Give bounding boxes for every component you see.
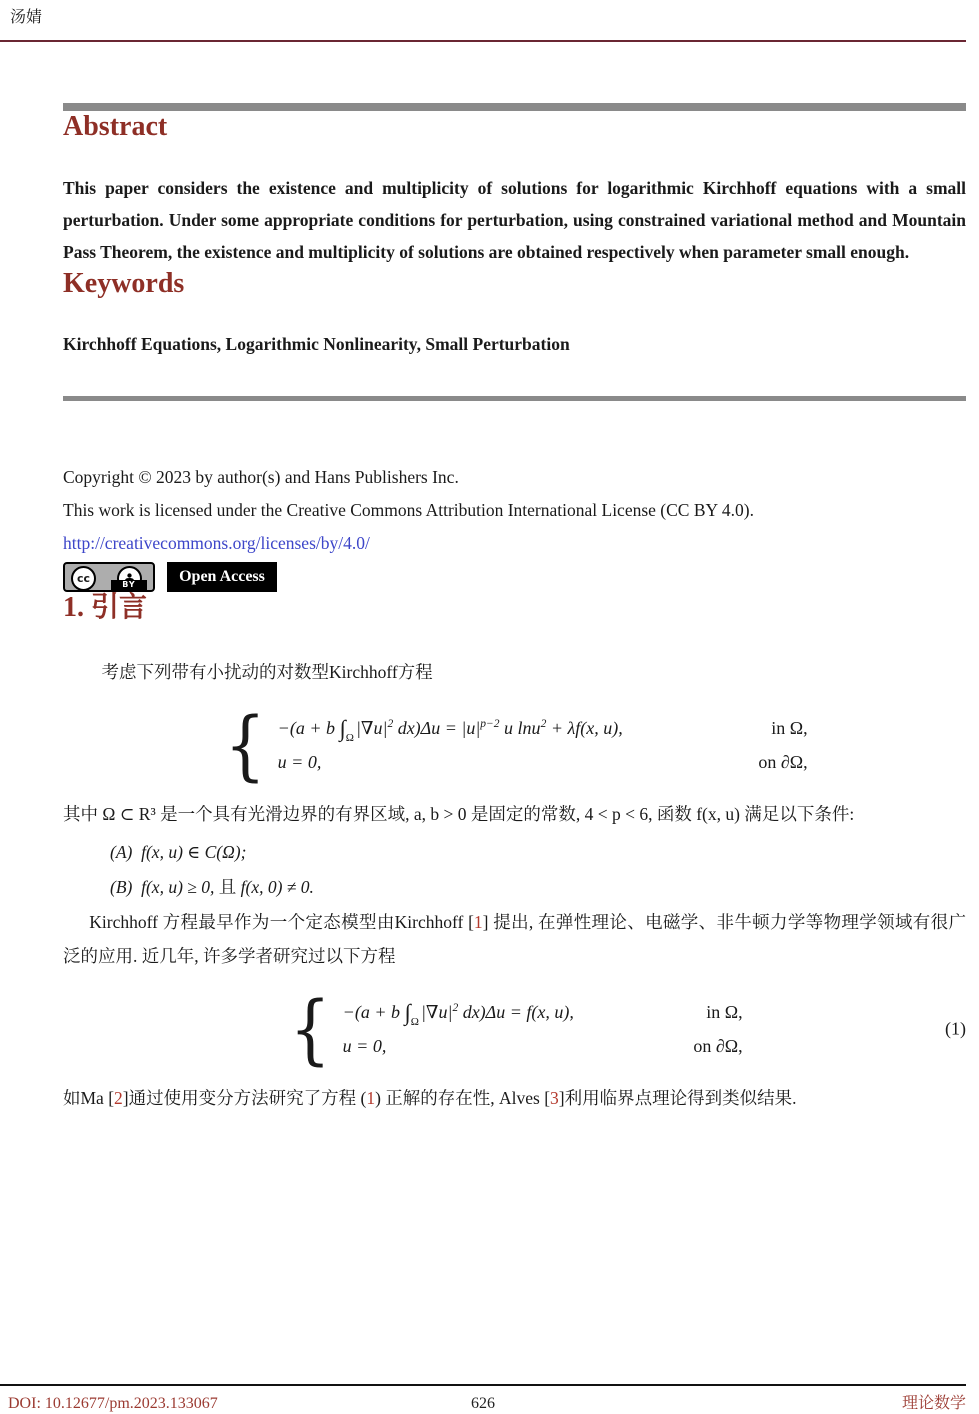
equation-line-2: u = 0, on ∂Ω,: [277, 752, 808, 773]
integral-sign: ∫: [339, 716, 346, 742]
keywords-body: Kirchhoff Equations, Logarithmic Nonlinearity, Small Perturbation: [63, 334, 570, 355]
journal-name: 理论数学: [901, 1395, 966, 1412]
copyright-block: [63, 461, 966, 560]
citation-1[interactable]: 1: [473, 911, 483, 932]
left-brace: {: [289, 983, 332, 1073]
equation-unnumbered: [63, 701, 966, 789]
intro-paragraph-1: 考虑下列带有小扰动的对数型Kirchhoff方程: [101, 661, 433, 682]
cc-license-link[interactable]: http://creativecommons.org/licenses/by/4.0/: [63, 533, 370, 554]
open-access-label: Open Access: [179, 568, 265, 586]
footer: [0, 1390, 966, 1413]
section-divider-bar-top: [63, 103, 966, 111]
doi-label: DOI: 10.12677/pm.2023.133067: [8, 1395, 218, 1412]
open-access-badge[interactable]: [167, 562, 277, 592]
license-badges: [63, 562, 966, 592]
citation-3[interactable]: 3: [550, 1087, 559, 1108]
citation-2[interactable]: 2: [114, 1087, 123, 1108]
running-head-author: 汤婧: [10, 9, 43, 26]
abstract-body: This paper considers the existence and multiplicity of solutions for logarithmic Kirchhoff equations with a small perturbation. Under some appropriate conditions for perturbation, using constrained variational method and Mountain Pass Theorem, the existence and multiplicity of solutions are obtained respectively when parameter small enough.: [63, 178, 966, 263]
equation-ref-1[interactable]: 1: [366, 1087, 376, 1108]
intro-paragraph-4: 如Ma [2]通过使用变分方法研究了方程 (1) 正解的存在性, Alves [3]利用临界点理论得到类似结果.: [63, 1087, 797, 1108]
copyright-line2: This work is licensed under the Creative Commons Attribution International License (CC BY 4.0).: [63, 500, 754, 521]
cc-icon: [71, 566, 96, 591]
cc-by-badge[interactable]: [63, 562, 155, 592]
equation-line-2: u = 0, on ∂Ω,: [342, 1036, 743, 1057]
page-number: 626: [471, 1395, 495, 1412]
condition-B: (B) f(x, u) ≥ 0, 且 f(x, 0) ≠ 0.: [110, 876, 314, 897]
equation-line-1: −(a + b $\int_\Omega$ $|\nabla u|^2$ dx)Δu = f(x, u), in Ω,: [342, 1000, 743, 1029]
intro-paragraph-3: Kirchhoff 方程最早作为一个定态模型由Kirchhoff [1] 提出, 在弹性理论、电磁学、非牛顿力学等物理学领域有很广泛的应用. 近几年, 许多学者研究过以下方程: [63, 911, 967, 966]
page-content: [63, 0, 966, 1115]
cc-by-label: BY: [111, 580, 147, 590]
cc-icon-label: cc: [76, 572, 91, 586]
keywords-heading: Keywords: [63, 268, 185, 300]
equation-number: (1): [945, 1018, 966, 1039]
abstract-heading: Abstract: [63, 111, 168, 142]
condition-A: (A) f(x, u) ∈ C(Ω);: [110, 841, 247, 862]
left-brace: {: [224, 699, 267, 789]
equation-1: [63, 985, 966, 1073]
equation-line-1: −(a + b $\int_\Omega$ $|\nabla u|^2$ $dx)\Delta u = |u|^{p-2}$ u lnu$^2$ + λf(x, u), in Ω,: [277, 716, 808, 745]
footer-rule: [0, 1384, 966, 1386]
integral-sign: ∫: [404, 1000, 411, 1026]
section-divider-bar-bottom: [63, 396, 966, 401]
copyright-line1: Copyright © 2023 by author(s) and Hans Publishers Inc.: [63, 467, 459, 488]
section-1-heading: 1. 引言: [63, 592, 148, 624]
intro-paragraph-2: 其中 Ω ⊂ R³ 是一个具有光滑边界的有界区域, a, b > 0 是固定的常数, 4 < p < 6, 函数 f(x, u) 满足以下条件:: [63, 803, 855, 824]
